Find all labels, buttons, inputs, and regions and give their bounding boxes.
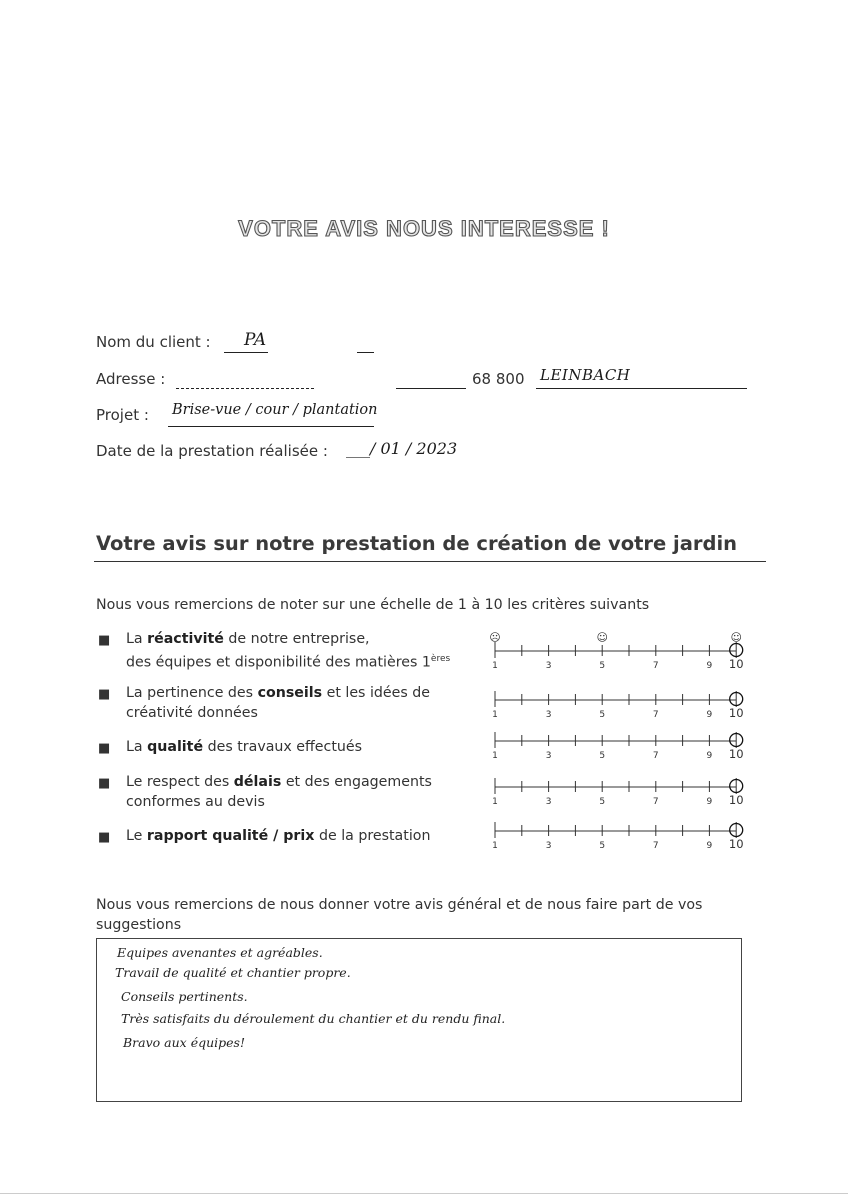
scale-tick-label-1-1: 1 <box>492 661 498 671</box>
criterion-3-bold: qualité <box>147 739 204 755</box>
criterion-1-post: de notre entreprise, <box>223 631 370 647</box>
postal-code: 68 800 <box>472 370 525 388</box>
criterion-3-post: des travaux effectués <box>203 739 363 755</box>
criterion-4-line2: conformes au devis <box>126 794 265 810</box>
scale-tick-label-2-5: 5 <box>599 710 606 720</box>
criterion-4-bold: délais <box>233 774 282 790</box>
scale-tick-label-2-10: 10 <box>728 706 744 720</box>
criterion-3-pre: La <box>126 739 148 755</box>
scale-tick-label-3-9: 9 <box>706 751 713 761</box>
criterion-1-line2: des équipes et disponibilité des matières 1 <box>126 654 431 671</box>
scale-tick-label-5-7: 7 <box>652 841 659 851</box>
project-label: Projet : <box>96 406 149 424</box>
criterion-1-pre: La <box>126 631 148 647</box>
scale-tick-label-5-1: 1 <box>492 841 498 851</box>
scale-tick-label-1-9: 9 <box>706 661 713 671</box>
scale-tick-label-4-1: 1 <box>492 797 498 807</box>
bullet-1: ■ <box>98 633 111 648</box>
criterion-5-post: de la prestation <box>314 828 431 844</box>
criterion-2-line2: créativité données <box>126 705 258 721</box>
address-label: Adresse : <box>96 370 166 388</box>
scale-tick-label-1-7: 7 <box>652 661 659 671</box>
section-title: Votre avis sur notre prestation de création de votre jardin <box>96 532 738 555</box>
comment-line-3: Conseils pertinents. <box>121 989 248 1004</box>
scale-tick-label-2-9: 9 <box>706 710 713 720</box>
closing-text: Nous vous remercions de nous donner votre avis général et de nous faire part de vos suggestions <box>96 897 703 933</box>
date-value: ___/ 01 / 2023 <box>346 439 458 458</box>
client-name-value: PA <box>244 330 267 350</box>
criterion-2-bold: conseils <box>257 685 323 701</box>
bullet-2: ■ <box>98 687 111 702</box>
criterion-2-pre: La pertinence des <box>126 685 258 701</box>
bullet-3: ■ <box>98 741 111 756</box>
comment-line-1: Equipes avenantes et agréables. <box>117 945 323 960</box>
scale-tick-label-1-3: 3 <box>545 661 552 671</box>
criterion-5-bold: rapport qualité / prix <box>146 828 315 844</box>
criterion-5-pre: Le <box>126 828 147 844</box>
scale-tick-label-3-10: 10 <box>728 747 744 761</box>
scale-tick-label-1-10: 10 <box>728 657 744 671</box>
bullet-4: ■ <box>98 776 111 791</box>
comment-box[interactable] <box>96 938 742 1102</box>
scale-tick-label-5-3: 3 <box>545 841 552 851</box>
smiley-face-icon: ☺ <box>596 631 608 644</box>
scale-tick-label-1-5: 5 <box>599 661 606 671</box>
criterion-4-pre: Le respect des <box>126 774 234 790</box>
scale-tick-label-5-9: 9 <box>706 841 713 851</box>
scale-tick-label-2-3: 3 <box>545 710 552 720</box>
scale-tick-label-5-5: 5 <box>599 841 606 851</box>
date-label: Date de la prestation réalisée : <box>96 442 328 460</box>
page-title: VOTRE AVIS NOUS INTERESSE ! <box>238 216 610 241</box>
scale-tick-label-3-5: 5 <box>599 751 606 761</box>
criterion-1-sup: ères <box>430 654 451 664</box>
scale-tick-label-4-3: 3 <box>545 797 552 807</box>
criterion-1-bold: réactivité <box>147 631 224 647</box>
intro-text: Nous vous remercions de noter sur une échelle de 1 à 10 les critères suivants <box>96 597 650 613</box>
smiley-face-icon: ☺ <box>730 631 742 644</box>
scale-tick-label-4-7: 7 <box>652 797 659 807</box>
comment-line-2: Travail de qualité et chantier propre. <box>115 965 351 980</box>
comment-line-5: Bravo aux équipes! <box>123 1035 245 1050</box>
scale-tick-label-3-1: 1 <box>492 751 498 761</box>
scale-tick-label-3-3: 3 <box>545 751 552 761</box>
scale-tick-label-4-5: 5 <box>599 797 606 807</box>
client-name-label: Nom du client : <box>96 333 211 351</box>
criterion-4-post: et des engagements <box>281 774 432 790</box>
bullet-5: ■ <box>98 830 111 845</box>
scale-tick-label-2-1: 1 <box>492 710 498 720</box>
scale-tick-label-5-10: 10 <box>728 837 744 851</box>
project-value: Brise-vue / cour / plantation <box>172 402 378 418</box>
scale-tick-label-4-10: 10 <box>728 793 744 807</box>
scale-tick-label-3-7: 7 <box>652 751 659 761</box>
sad-face-icon: ☹ <box>489 631 501 644</box>
comment-line-4: Très satisfaits du déroulement du chantier et du rendu final. <box>121 1011 506 1026</box>
criterion-2-post: et les idées de <box>322 685 431 701</box>
scale-tick-label-4-9: 9 <box>706 797 713 807</box>
bottom-divider <box>0 1193 848 1194</box>
city-value: LEINBACH <box>540 366 631 384</box>
scale-tick-label-2-7: 7 <box>652 710 659 720</box>
